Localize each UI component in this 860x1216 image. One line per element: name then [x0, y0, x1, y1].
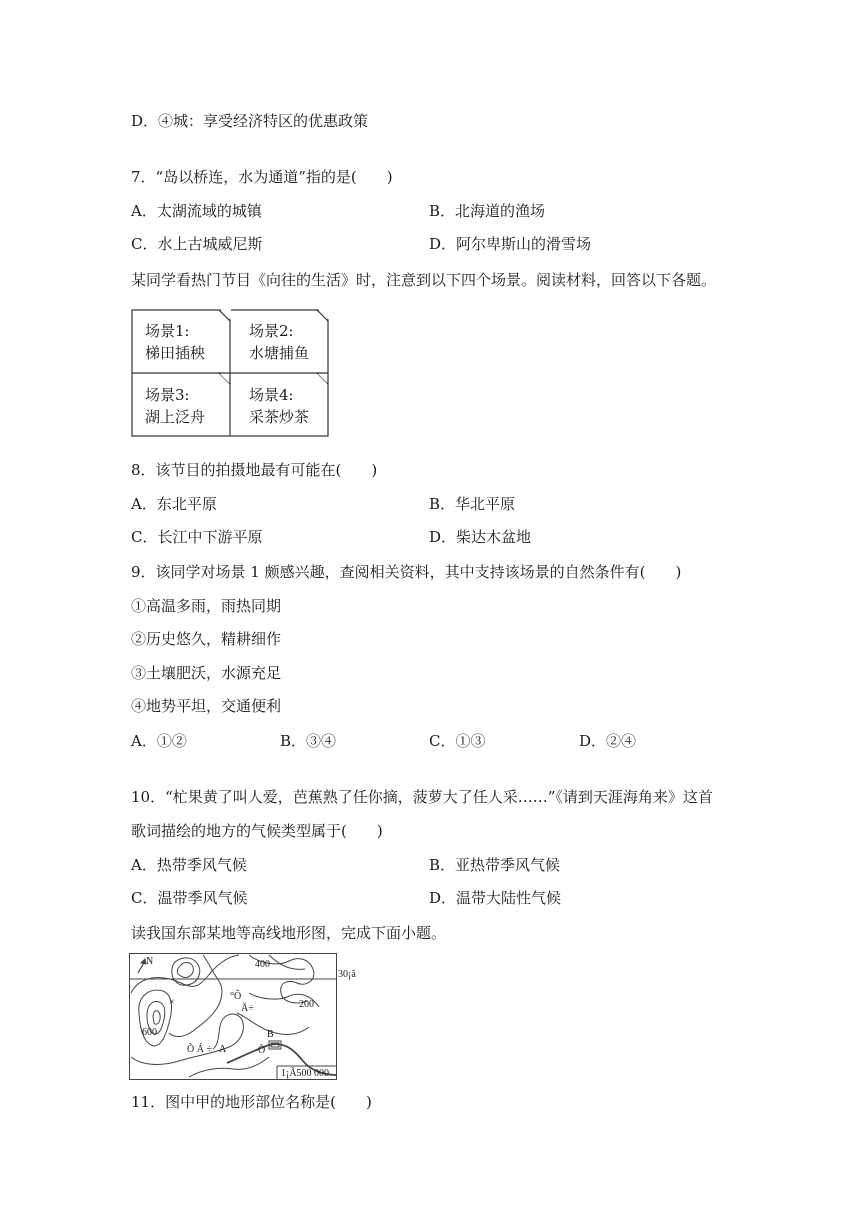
q8-option-d: D．柴达木盆地	[429, 528, 532, 546]
map-contour-600-label: 600	[142, 1027, 157, 1038]
intro-8-9: 某同学看热门节目《向往的生活》时，注意到以下四个场景。阅读材料，回答以下各题。	[131, 271, 717, 289]
q8-option-b: B．华北平原	[429, 495, 516, 513]
scene-4-desc: 采茶炒茶	[249, 408, 310, 426]
q9-item-1: ①高温多雨，雨热同期	[131, 597, 282, 615]
map-point-b-label: B	[267, 1029, 274, 1040]
q9-option-c: C．①③	[429, 732, 486, 750]
q7-option-b: B．北海道的渔场	[429, 202, 546, 220]
scene-2-title: 场景2:	[249, 322, 294, 340]
q10-option-c: C．温带季风气候	[131, 889, 248, 907]
scene-1-desc: 梯田插秧	[145, 344, 206, 362]
q7-stem: 7．“岛以桥连，水为通道”指的是( )	[131, 168, 393, 186]
map-scale-label: 1¡Ã500 000	[281, 1068, 330, 1079]
q10-stem-line-2: 歌词描绘的地方的气候类型属于( )	[131, 822, 383, 840]
scene-2-desc: 水塘捕鱼	[249, 344, 310, 362]
q8-option-a: A．东北平原	[131, 495, 217, 513]
map-contour-200-label: 200	[299, 999, 314, 1010]
scenes-table	[131, 309, 329, 437]
map-garbled-label-4: Õ Á ÷	[187, 1044, 212, 1055]
q9-item-3: ③土壤肥沃，水源充足	[131, 664, 282, 682]
q9-option-d: D．②④	[579, 732, 637, 750]
q10-stem-line-1: 10．“杧果黄了叫人爱，芭蕉熟了任你摘，菠萝大了任人采……”《请到天涯海角来》这首	[131, 788, 713, 806]
scene-1-title: 场景1:	[145, 322, 190, 340]
q7-option-d: D．阿尔卑斯山的滑雪场	[429, 235, 592, 253]
q11-stem: 11．图中甲的地形部位名称是( )	[131, 1093, 372, 1111]
q9-item-4: ④地势平坦，交通便利	[131, 697, 282, 715]
map-latitude-label: 30¡ã	[338, 969, 356, 980]
scene-4-title: 场景4:	[249, 386, 294, 404]
intro-11: 读我国东部某地等高线地形图，完成下面小题。	[131, 924, 447, 942]
map-garbled-label-1: °Ô	[230, 991, 242, 1002]
map-garbled-label-3: ×	[169, 997, 175, 1008]
scene-3-desc: 湖上泛舟	[145, 408, 206, 426]
contour-map-drawing	[129, 953, 355, 1081]
q9-item-2: ②历史悠久，精耕细作	[131, 630, 282, 648]
contour-map	[129, 953, 355, 1081]
q7-option-c: C．水上古城威尼斯	[131, 235, 263, 253]
map-contour-400-label: 400	[255, 959, 270, 970]
q6-option-d: D．④城：享受经济特区的优惠政策	[131, 112, 369, 130]
scene-3-title: 场景3:	[145, 386, 190, 404]
map-garbled-label-5: Õ	[258, 1045, 266, 1056]
map-garbled-label-2: Ä÷	[241, 1003, 254, 1014]
q10-option-a: A．热带季风气候	[131, 856, 247, 874]
q9-option-b: B．③④	[280, 732, 337, 750]
map-north-label: N	[146, 956, 154, 967]
q8-stem: 8．该节目的拍摄地最有可能在( )	[131, 461, 378, 479]
map-point-a-label: A	[219, 1044, 227, 1055]
q7-option-a: A．太湖流域的城镇	[131, 202, 262, 220]
q10-option-b: B．亚热带季风气候	[429, 856, 561, 874]
q10-option-d: D．温带大陆性气候	[429, 889, 562, 907]
q9-stem: 9．该同学对场景 1 颇感兴趣，查阅相关资料，其中支持该场景的自然条件有( )	[131, 563, 682, 581]
q9-option-a: A．①②	[131, 732, 187, 750]
q8-option-c: C．长江中下游平原	[131, 528, 263, 546]
